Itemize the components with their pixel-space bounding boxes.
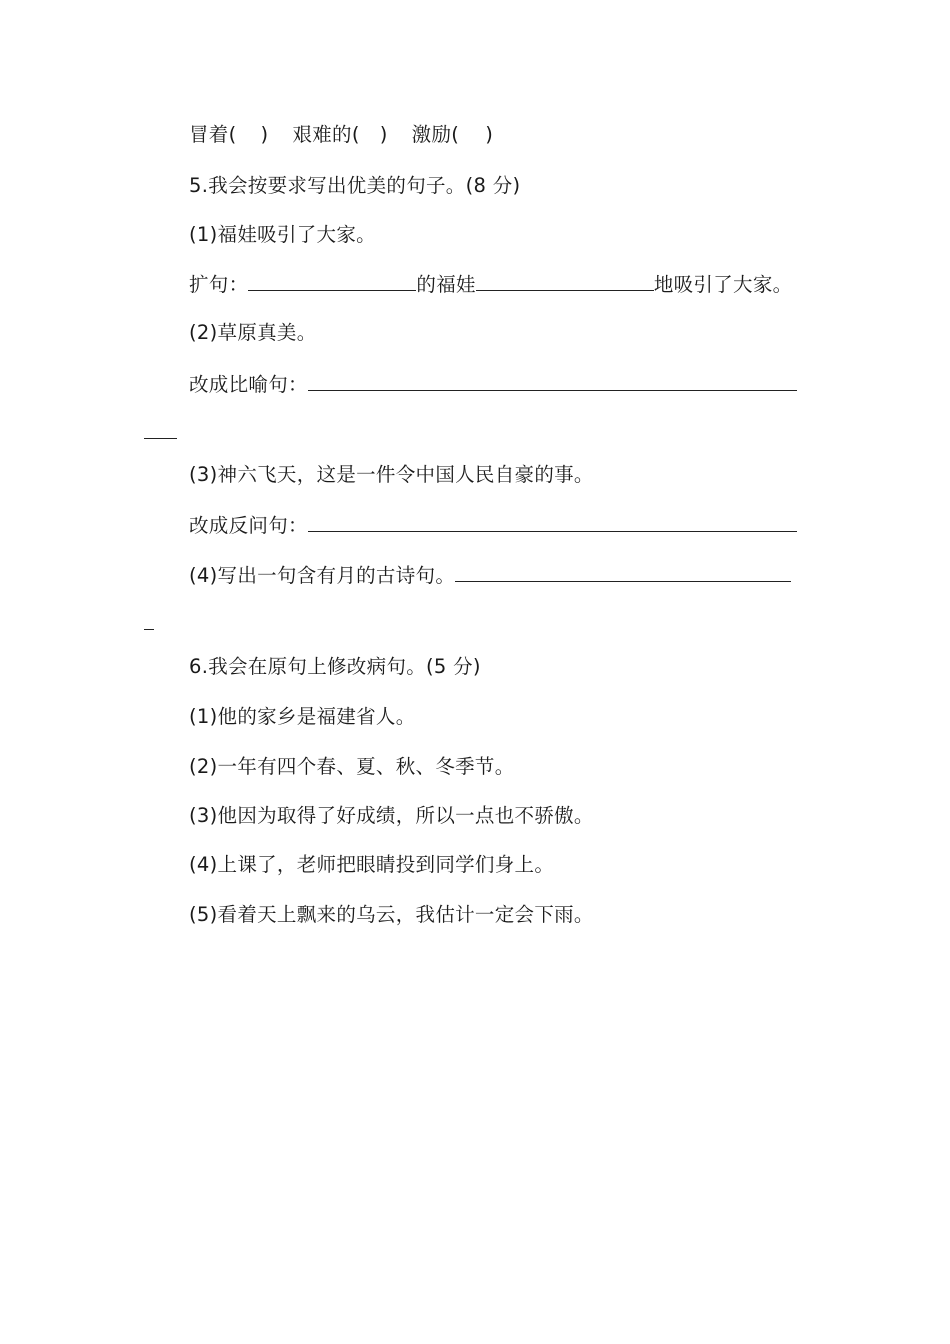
expand-suffix: 地吸引了大家。 [653, 273, 793, 296]
expand-mid: 的福娃 [416, 273, 476, 296]
vocab-line [189, 122, 493, 148]
q6-sentence-4: (4)上课了，老师把眼睛投到同学们身上。 [189, 853, 555, 876]
q5-title: 5.我会按要求写出优美的句子。(8 分) [189, 174, 521, 197]
answer-blank-continuation[interactable] [144, 629, 154, 630]
metaphor-label: 改成比喻句： [189, 373, 308, 396]
vocab-word-2: 艰难的( [292, 123, 360, 146]
q6-sentence-5: (5)看着天上飘来的乌云，我估计一定会下雨。 [189, 903, 594, 926]
vocab-word-2-close: ) [379, 123, 388, 146]
poem-prompt: (4)写出一句含有月的古诗句。 [189, 564, 456, 587]
rhetorical-label: 改成反问句： [189, 514, 308, 537]
q6-sentence-2: (2)一年有四个春、夏、秋、冬季节。 [189, 755, 515, 778]
q5-item-3: (3)神六飞天，这是一件令中国人民自豪的事。 [189, 463, 594, 486]
vocab-word-1: 冒着( [189, 123, 237, 146]
answer-blank[interactable] [308, 512, 797, 532]
q5-item-3-answer [189, 512, 797, 539]
answer-blank[interactable] [308, 371, 797, 391]
vocab-word-3-close: ) [485, 123, 494, 146]
q5-item-1: (1)福娃吸引了大家。 [189, 223, 376, 246]
vocab-word-3: 激励( [411, 123, 460, 146]
q5-item-4 [189, 562, 791, 589]
q6-sentence-3: (3)他因为取得了好成绩，所以一点也不骄傲。 [189, 804, 594, 827]
vocab-word-1-close: ) [260, 123, 269, 146]
answer-blank[interactable] [476, 271, 654, 291]
answer-blank-continuation[interactable] [144, 438, 177, 439]
q5-item-1-answer [189, 271, 792, 298]
answer-blank[interactable] [248, 271, 416, 291]
q5-item-2: (2)草原真美。 [189, 321, 317, 344]
expand-label: 扩句： [189, 273, 249, 296]
q6-sentence-1: (1)他的家乡是福建省人。 [189, 705, 416, 728]
q5-item-2-answer [189, 371, 797, 398]
q6-title: 6.我会在原句上修改病句。(5 分) [189, 655, 481, 678]
answer-blank[interactable] [455, 562, 791, 582]
